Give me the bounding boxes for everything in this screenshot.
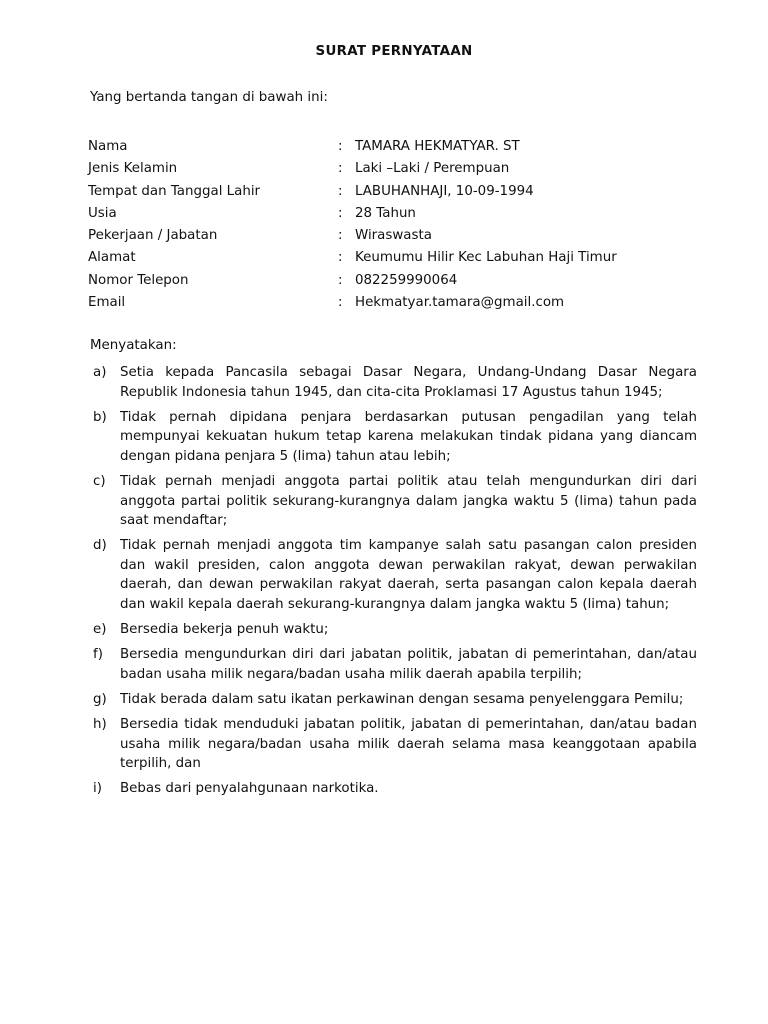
list-item-text: Bersedia bekerja penuh waktu;: [120, 622, 329, 638]
field-row-nomor-telepon: [88, 270, 708, 292]
field-row-email: [88, 292, 708, 314]
field-row-nama: [88, 136, 708, 158]
field-value: TAMARA HEKMATYAR. ST: [355, 139, 520, 154]
list-item-text: Tidak berada dalam satu ikatan perkawinan dengan sesama penyelenggara Pemilu;: [120, 691, 684, 707]
field-row-alamat: [88, 247, 708, 269]
list-marker: g): [93, 691, 107, 707]
field-colon: :: [338, 272, 343, 288]
intro-text: Yang bertanda tangan di bawah ini:: [90, 90, 328, 105]
list-item-text: Setia kepada Pancasila sebagai Dasar Negara, Undang-Undang Dasar Negara Republik Indonesia tahun 1945, dan cita-cita Proklamasi 17 Agustus tahun 1945;: [120, 365, 697, 400]
list-item-text: Bersedia mengundurkan diri dari jabatan politik, jabatan di pemerintahan, dan/atau badan usaha milik negara/badan usaha milik daerah apabila terpilih;: [120, 647, 697, 682]
field-colon: :: [338, 183, 343, 199]
list-item: [93, 536, 697, 614]
list-item: [93, 715, 697, 774]
field-value: 28 Tahun: [355, 205, 416, 221]
field-label: Alamat: [88, 250, 136, 266]
list-marker: a): [93, 365, 107, 380]
list-marker: e): [93, 622, 107, 638]
declaration-list: [93, 363, 697, 804]
list-item: [93, 645, 697, 684]
field-row-tempat-tanggal-lahir: [88, 181, 708, 203]
declares-heading: Menyatakan:: [90, 338, 177, 353]
field-label: Nomor Telepon: [88, 272, 189, 288]
field-value: LABUHANHAJI, 10-09-1994: [355, 183, 534, 199]
field-value: Hekmatyar.tamara@gmail.com: [355, 295, 565, 311]
list-item: [93, 472, 697, 531]
list-item-text: Bersedia tidak menduduki jabatan politik, jabatan di pemerintahan, dan/atau badan usaha milik negara/badan usaha milik daerah selama masa keanggotaan apabila terpilih, dan: [120, 717, 697, 772]
list-item: [93, 690, 697, 710]
identity-fields: [88, 136, 708, 314]
field-value: Keumumu Hilir Kec Labuhan Haji Timur: [355, 250, 617, 266]
field-colon: :: [338, 228, 343, 244]
field-label: Usia: [88, 205, 117, 221]
list-item: [93, 408, 697, 467]
field-label: Nama: [88, 139, 128, 154]
field-colon: :: [338, 205, 343, 221]
list-marker: d): [93, 538, 107, 554]
list-item: [93, 779, 697, 799]
field-colon: :: [338, 295, 343, 311]
field-colon: :: [338, 161, 343, 177]
field-row-pekerjaan: [88, 225, 708, 247]
field-value: Laki –Laki / Perempuan: [355, 161, 510, 177]
list-marker: f): [93, 647, 103, 663]
list-marker: b): [93, 409, 107, 425]
list-item-text: Tidak pernah menjadi anggota tim kampanye salah satu pasangan calon presiden dan wakil presiden, calon anggota dewan perwakilan rakyat, dewan perwakilan daerah, dan dewan perwakilan rakyat daerah, serta pasangan calon kepala daerah dan wakil kepala daerah sekurang-kurangnya dalam jangka waktu 5 (lima) tahun;: [120, 538, 697, 613]
field-row-jenis-kelamin: [88, 158, 708, 180]
list-item-text: Tidak pernah dipidana penjara berdasarkan putusan pengadilan yang telah mempunyai kekuatan hukum tetap karena melakukan tindak pidana yang diancam dengan pidana penjara 5 (lima) tahun atau lebih;: [120, 409, 697, 464]
field-label: Pekerjaan / Jabatan: [88, 228, 218, 244]
list-marker: i): [93, 781, 102, 797]
field-value: 082259990064: [355, 272, 458, 288]
field-label: Tempat dan Tanggal Lahir: [88, 183, 261, 199]
list-item-text: Bebas dari penyalahgunaan narkotika.: [120, 781, 379, 797]
field-label: Email: [88, 295, 126, 311]
list-marker: h): [93, 717, 107, 732]
list-item: [93, 363, 697, 402]
field-colon: :: [338, 139, 343, 154]
field-colon: :: [338, 250, 343, 266]
document-title: SURAT PERNYATAAN: [315, 44, 473, 59]
list-item: [93, 620, 697, 640]
field-row-usia: [88, 203, 708, 225]
list-marker: c): [93, 473, 106, 489]
list-item-text: Tidak pernah menjadi anggota partai politik atau telah mengundurkan diri dari anggota partai politik sekurang-kurangnya dalam jangka waktu 5 (lima) tahun pada saat mendaftar;: [120, 473, 697, 529]
field-value: Wiraswasta: [355, 228, 432, 244]
field-label: Jenis Kelamin: [88, 161, 178, 177]
